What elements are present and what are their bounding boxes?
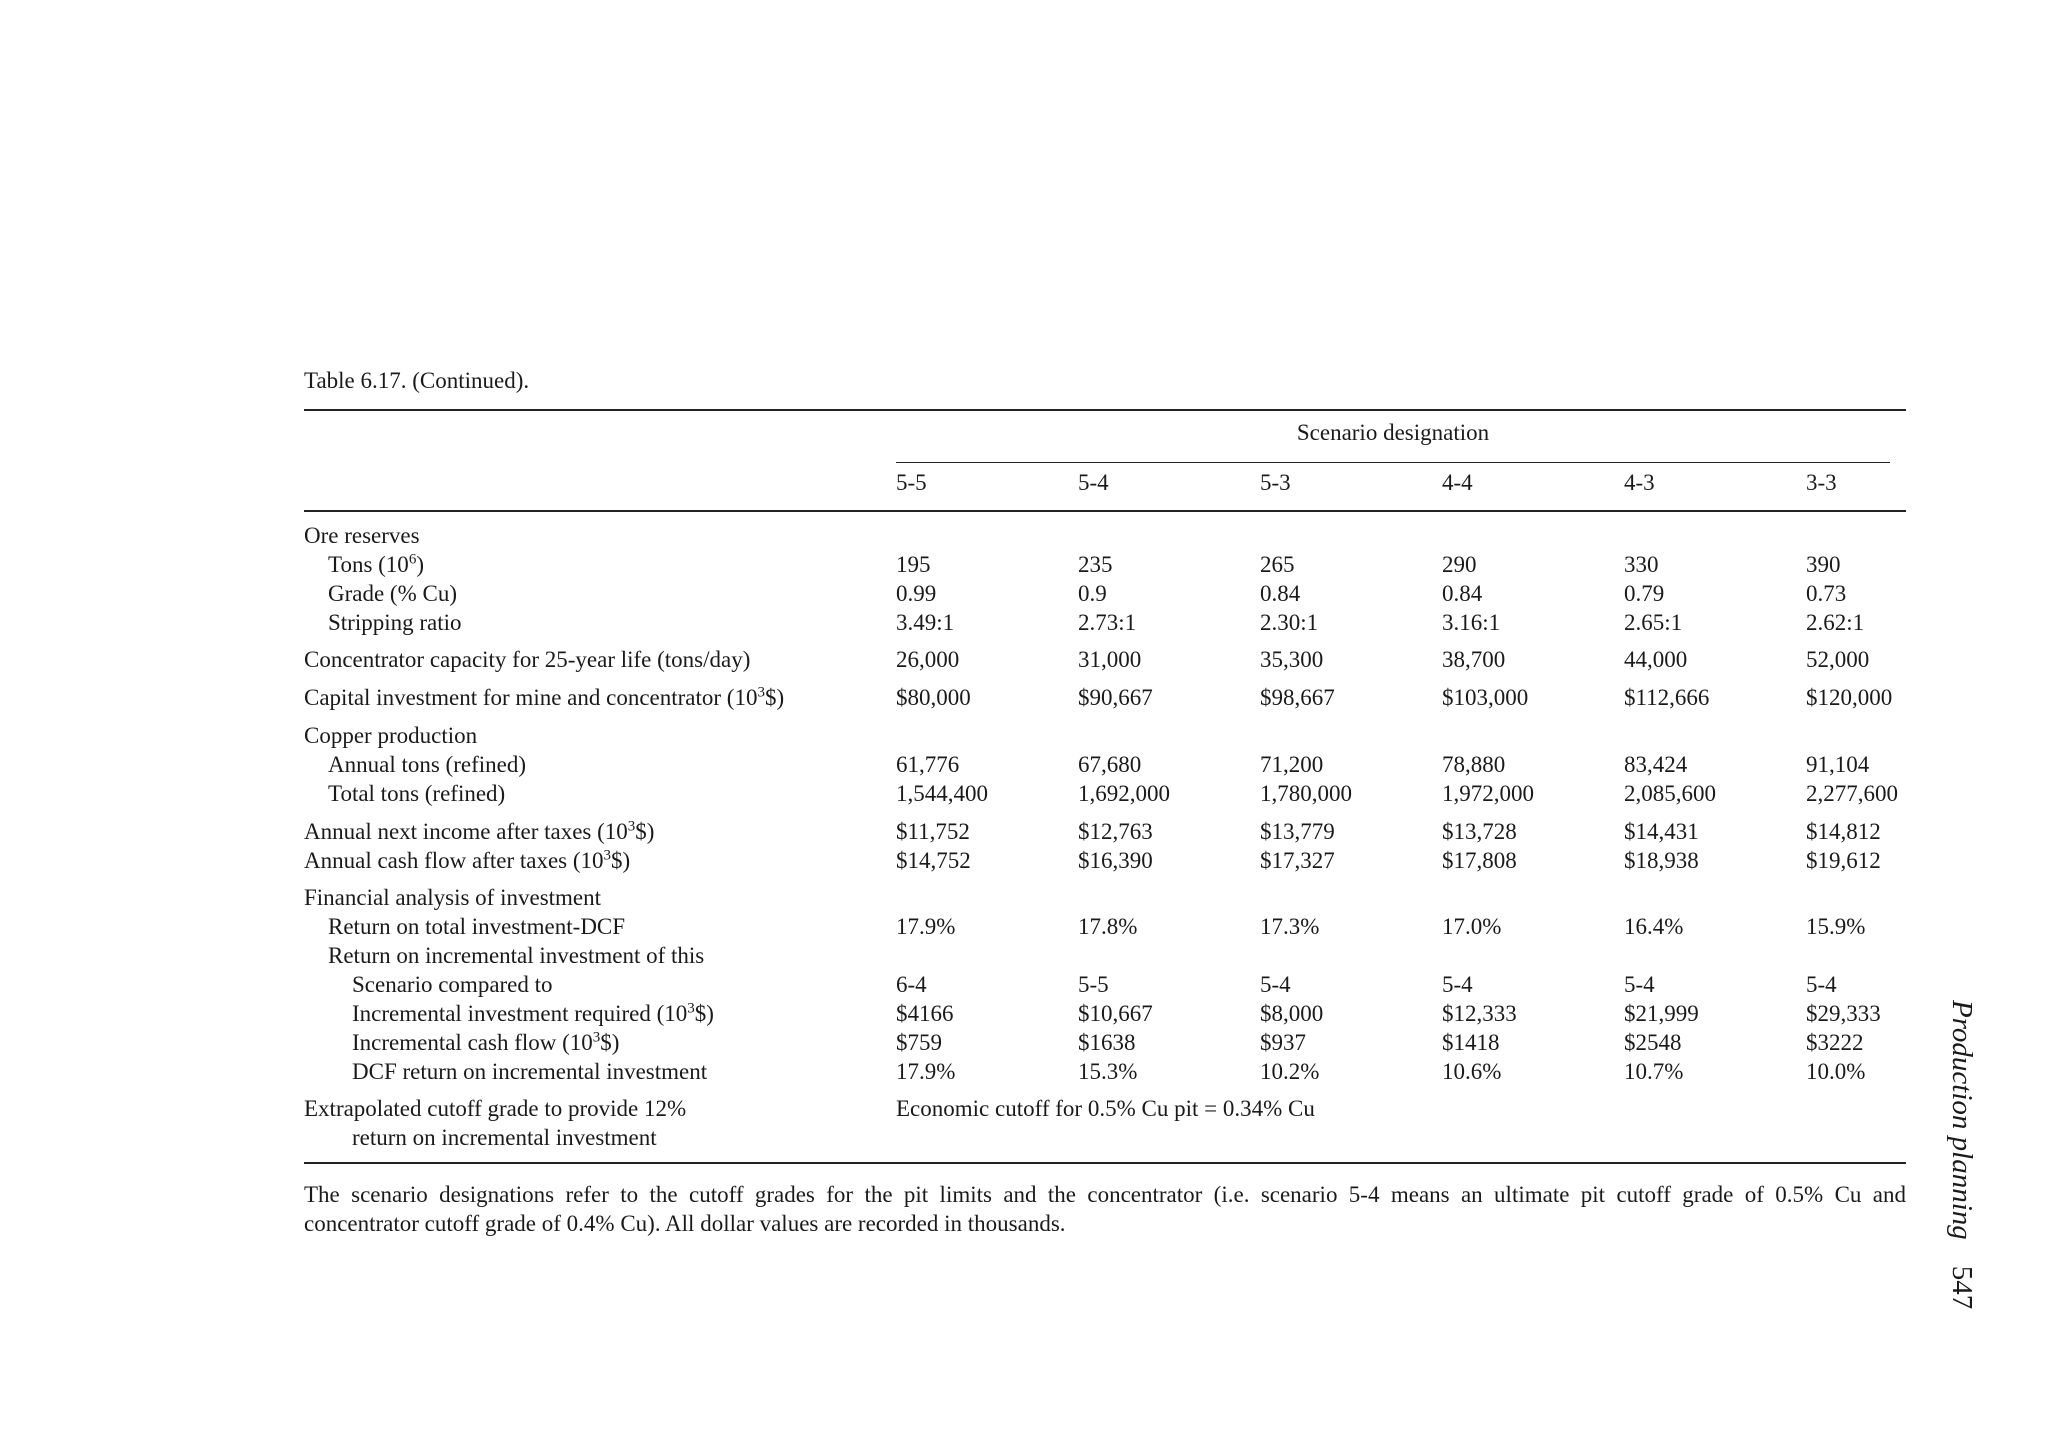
table-cell: 265: [1260, 552, 1295, 577]
table-cell: 31,000: [1078, 647, 1142, 672]
table-cell: 10.7%: [1624, 1059, 1684, 1084]
table-cell: 0.9: [1078, 581, 1107, 606]
table-header-rule: [304, 510, 1906, 512]
table-cell: 1,544,400: [896, 781, 988, 806]
row-label-annual-tons: Annual tons (refined): [328, 752, 526, 777]
table-cell: $103,000: [1442, 685, 1529, 710]
extrapolated-cutoff-value: Economic cutoff for 0.5% Cu pit = 0.34% Cu: [896, 1096, 1315, 1121]
scenario-group-rule: [896, 462, 1890, 463]
table-cell: 16.4%: [1624, 914, 1684, 939]
table-footnote: [304, 1180, 1906, 1238]
table-cell: 5-4: [1260, 972, 1291, 997]
table-cell: 290: [1442, 552, 1477, 577]
row-label-return-incremental: Return on incremental investment of this: [328, 943, 705, 968]
column-header-4-3: 4-3: [1624, 470, 1655, 495]
table-cell: 2.65:1: [1624, 610, 1683, 635]
table-cell: 26,000: [896, 647, 960, 672]
table-cell: 195: [896, 552, 931, 577]
table-cell: 3.16:1: [1442, 610, 1501, 635]
table-cell: 0.84: [1260, 581, 1301, 606]
table-cell: 330: [1624, 552, 1659, 577]
column-header-5-4: 5-4: [1078, 470, 1109, 495]
table-cell: 0.73: [1806, 581, 1847, 606]
table-cell: $13,779: [1260, 819, 1335, 844]
page-number: 547: [1946, 1265, 1978, 1310]
table-cell: $120,000: [1806, 685, 1893, 710]
row-label-ore-reserves: Ore reserves: [304, 523, 420, 548]
table-cell: 10.2%: [1260, 1059, 1320, 1084]
row-label-tons: Tons $(10^6)$: [328, 551, 424, 577]
table-cell: 17.9%: [896, 914, 956, 939]
row-label-scenario-compared: Scenario compared to: [352, 972, 553, 997]
table-cell: 2,277,600: [1806, 781, 1898, 806]
table-cell: 15.9%: [1806, 914, 1866, 939]
table-cell: 17.0%: [1442, 914, 1502, 939]
row-label-grade: Grade (% Cu): [328, 581, 458, 606]
table-cell: $8,000: [1260, 1001, 1324, 1026]
table-cell: $3222: [1806, 1030, 1864, 1055]
table-cell: 0.79: [1624, 581, 1665, 606]
table-cell: 0.99: [896, 581, 937, 606]
table-cell: $2548: [1624, 1030, 1682, 1055]
table-cell: 78,880: [1442, 752, 1506, 777]
table-cell: $19,612: [1806, 848, 1881, 873]
table-cell: $18,938: [1624, 848, 1699, 873]
table-cell: $1638: [1078, 1030, 1136, 1055]
table-cell: $12,763: [1078, 819, 1153, 844]
table-cell: $759: [896, 1030, 942, 1055]
table-cell: $937: [1260, 1030, 1306, 1055]
table-cell: $17,327: [1260, 848, 1335, 873]
table-cell: 3.49:1: [896, 610, 955, 635]
table-cell: $13,728: [1442, 819, 1517, 844]
table-cell: $29,333: [1806, 1001, 1881, 1026]
table-cell: 1,972,000: [1442, 781, 1534, 806]
table-cell: 1,780,000: [1260, 781, 1352, 806]
row-label-extrapolated-1: Extrapolated cutoff grade to provide 12%: [304, 1096, 687, 1121]
row-label-incremental-cash-flow: Incremental cash flow $(10^3\$)$: [352, 1029, 620, 1055]
row-label-net-income: Annual next income after taxes $(10^3\$)$: [304, 818, 655, 844]
table-cell: 2,085,600: [1624, 781, 1716, 806]
footnote-line-2: concentrator cutoff grade of 0.4% Cu). All dollar values are recorded in thousands.: [304, 1211, 1066, 1236]
table-cell: $112,666: [1624, 685, 1710, 710]
row-label-return-total: Return on total investment-DCF: [328, 914, 626, 939]
table-cell: 38,700: [1442, 647, 1506, 672]
table-cell: $4166: [896, 1001, 954, 1026]
table-cell: $10,667: [1078, 1001, 1153, 1026]
row-label-capital-investment: Capital investment for mine and concentrator $(10^3\$)$: [304, 684, 785, 710]
table-cell: 44,000: [1624, 647, 1688, 672]
footnote-line-1: The scenario designations refer to the cutoff grades for the pit limits and the concentrator (i.e. scenario 5-4 means an ultimate pit cutoff grade of 0.5% Cu and: [304, 1182, 1906, 1207]
column-header-5-5: 5-5: [896, 470, 927, 495]
table-cell: 2.30:1: [1260, 610, 1319, 635]
table-cell: $98,667: [1260, 685, 1335, 710]
table-cell: 71,200: [1260, 752, 1324, 777]
table-bottom-rule: [304, 1162, 1906, 1164]
table-cell: 2.73:1: [1078, 610, 1137, 635]
row-label-concentrator-capacity: Concentrator capacity for 25-year life (tons/day): [304, 647, 751, 672]
table-cell: $1418: [1442, 1030, 1500, 1055]
table-cell: 83,424: [1624, 752, 1688, 777]
row-label-cash-flow: Annual cash flow after taxes $(10^3\$)$: [304, 847, 631, 873]
row-label-extrapolated-2: return on incremental investment: [352, 1125, 657, 1150]
row-label-incremental-investment: Incremental investment required $(10^3\$)$: [352, 1000, 714, 1026]
table-cell: 17.8%: [1078, 914, 1138, 939]
table-cell: 35,300: [1260, 647, 1324, 672]
table-cell: 10.6%: [1442, 1059, 1502, 1084]
table-cell: $11,752: [896, 819, 970, 844]
table-cell: $14,812: [1806, 819, 1881, 844]
table-cell: $21,999: [1624, 1001, 1699, 1026]
column-header-4-4: 4-4: [1442, 470, 1473, 495]
table-cell: 17.9%: [896, 1059, 956, 1084]
table-cell: 235: [1078, 552, 1113, 577]
table-cell: 91,104: [1806, 752, 1870, 777]
table-cell: 61,776: [896, 752, 960, 777]
table-cell: 5-5: [1078, 972, 1109, 997]
running-head-section: Production planning: [1946, 1000, 1978, 1240]
table-cell: 10.0%: [1806, 1059, 1866, 1084]
table-caption: Table 6.17. (Continued).: [304, 368, 530, 393]
table-cell: $14,431: [1624, 819, 1699, 844]
table-cell: $16,390: [1078, 848, 1153, 873]
running-head: [1945, 1000, 1978, 1309]
column-header-5-3: 5-3: [1260, 470, 1291, 495]
table-cell: 5-4: [1806, 972, 1837, 997]
row-label-total-tons: Total tons (refined): [328, 781, 506, 806]
table-cell: 1,692,000: [1078, 781, 1170, 806]
row-label-stripping-ratio: Stripping ratio: [328, 610, 462, 635]
scenario-group-title: Scenario designation: [1296, 420, 1490, 445]
table-cell: 5-4: [1442, 972, 1473, 997]
table-cell: 52,000: [1806, 647, 1870, 672]
row-label-financial-analysis: Financial analysis of investment: [304, 885, 602, 910]
table-cell: $14,752: [896, 848, 971, 873]
table-cell: 17.3%: [1260, 914, 1320, 939]
table-cell: 2.62:1: [1806, 610, 1865, 635]
row-label-copper-production: Copper production: [304, 723, 478, 748]
table-cell: $90,667: [1078, 685, 1153, 710]
table-cell: $17,808: [1442, 848, 1517, 873]
table-cell: 0.84: [1442, 581, 1483, 606]
table-cell: $12,333: [1442, 1001, 1517, 1026]
table-cell: 15.3%: [1078, 1059, 1138, 1084]
column-header-3-3: 3-3: [1806, 470, 1837, 495]
table-cell: $80,000: [896, 685, 971, 710]
table-cell: 6-4: [896, 972, 927, 997]
row-label-dcf-incremental: DCF return on incremental investment: [352, 1059, 708, 1084]
table-cell: 67,680: [1078, 752, 1142, 777]
table-top-rule: [304, 409, 1906, 411]
table-cell: 5-4: [1624, 972, 1655, 997]
table-cell: 390: [1806, 552, 1841, 577]
